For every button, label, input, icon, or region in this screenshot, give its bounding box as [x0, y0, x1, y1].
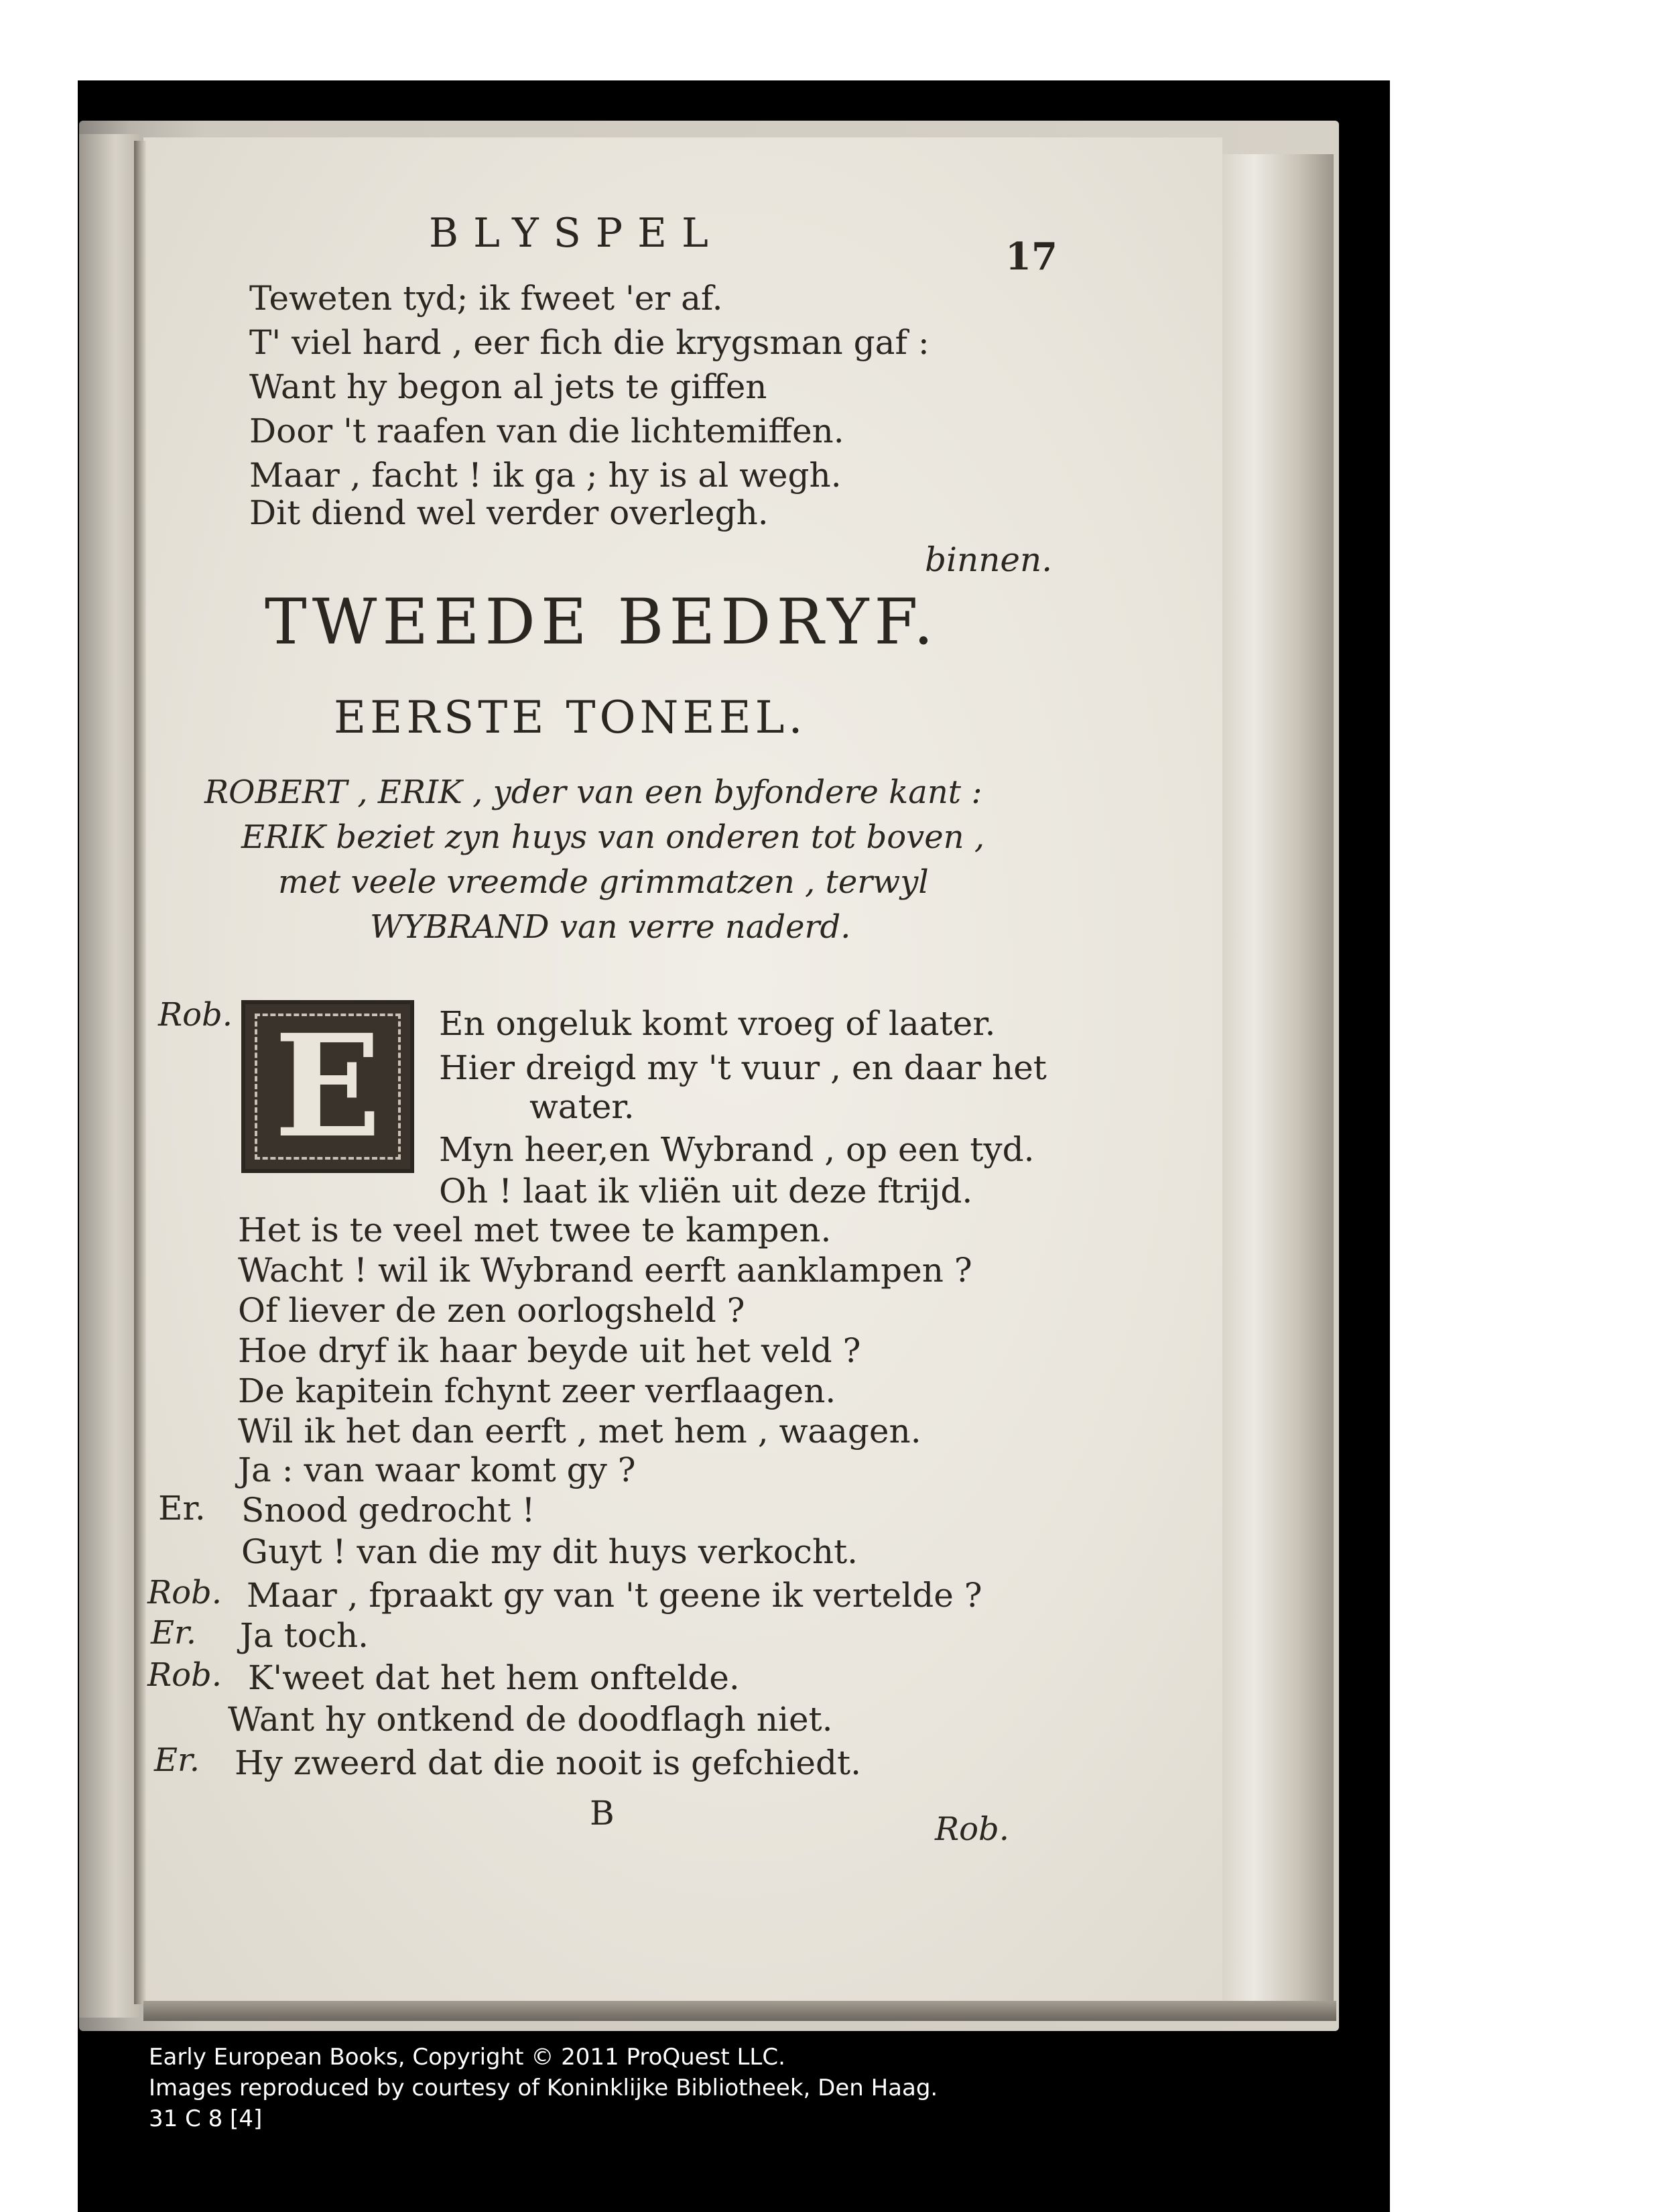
dialogue-line: Wil ik het dan eerft , met hem , waagen. — [238, 1412, 921, 1451]
dialogue-line: Oh ! laat ik vliën uit deze ftrijd. — [439, 1172, 973, 1211]
exit-direction: binnen. — [925, 540, 1053, 579]
verse-line: Door 't raafen van die lichtemiffen. — [249, 412, 844, 450]
dialogue-line: Hy zweerd dat die nooit is gefchiedt. — [235, 1743, 861, 1782]
bottom-board — [143, 2001, 1336, 2021]
speaker-label: Rob. — [158, 996, 233, 1034]
speaker-label: Er. — [158, 1489, 206, 1528]
verse-line: Maar , facht ! ik ga ; hy is al wegh. — [249, 456, 842, 495]
dialogue-line: Guyt ! van die my dit huys verkocht. — [241, 1532, 858, 1571]
dialogue-line: Snood gedrocht ! — [241, 1491, 535, 1530]
dialogue-line: Myn heer,en Wybrand , op een tyd. — [439, 1130, 1035, 1169]
copyright-line: Early European Books, Copyright © 2011 ProQuest LLC. — [149, 2044, 785, 2071]
running-title: BLYSPEL — [429, 210, 723, 257]
verse-line: Teweten tyd; ik fweet 'er af. — [249, 279, 723, 318]
stage-direction-line: met veele vreemde grimmatzen , terwyl — [278, 863, 929, 901]
speaker-label: Rob. — [147, 1656, 222, 1694]
speaker-label: Er. — [151, 1614, 196, 1652]
speaker-label: Rob. — [147, 1574, 222, 1611]
act-title: TWEEDE BEDRYF. — [265, 586, 939, 659]
left-page-edge — [79, 134, 139, 2018]
dialogue-line: Of liever de zen oorlogsheld ? — [238, 1291, 745, 1330]
dialogue-line: Want hy ontkend de doodflagh niet. — [228, 1700, 833, 1739]
scene-title: EERSTE TONEEL. — [334, 692, 807, 743]
dialogue-line: Wacht ! wil ik Wybrand eerft aanklampen ? — [238, 1251, 972, 1290]
dialogue-line: Ja toch. — [240, 1616, 369, 1655]
signature-mark: B — [590, 1794, 615, 1833]
dialogue-line: Hier dreigd my 't vuur , en daar het — [439, 1048, 1047, 1087]
verse-line: T' viel hard , eer fich die krygsman gaf : — [249, 323, 930, 362]
courtesy-line: Images reproduced by courtesy of Koninklijke Bibliotheek, Den Haag. — [149, 2075, 938, 2101]
shelfmark-line: 31 C 8 [4] — [149, 2105, 263, 2132]
dialogue-line: De kapitein fchynt zeer verflaagen. — [238, 1371, 836, 1410]
dialogue-line: K'weet dat het hem onftelde. — [248, 1658, 740, 1697]
dialogue-line: Het is te veel met twee te kampen. — [238, 1211, 832, 1249]
dialogue-line: Hoe dryf ik haar beyde uit het veld ? — [238, 1331, 861, 1370]
stage-direction-line: ERIK beziet zyn huys van onderen tot boven , — [241, 818, 985, 856]
verse-line: Want hy begon al jets te giffen — [249, 367, 767, 406]
stage-direction-line: ROBERT , ERIK , yder van een byfondere kant : — [204, 774, 982, 811]
verse-line: Dit diend wel verder overlegh. — [249, 493, 769, 532]
decorated-initial — [241, 1000, 414, 1173]
initial-letter: E — [273, 1003, 382, 1169]
fore-edge — [1220, 154, 1334, 2004]
gutter — [134, 141, 146, 2004]
page-number: 17 — [1005, 235, 1058, 279]
dialogue-line: En ongeluk komt vroeg of laater. — [439, 1004, 996, 1043]
dialogue-line: Ja : van waar komt gy ? — [238, 1451, 636, 1489]
catchword: Rob. — [935, 1810, 1010, 1848]
stage-direction-line: WYBRAND van verre naderd. — [370, 908, 851, 946]
dialogue-line: water. — [529, 1087, 635, 1126]
speaker-label: Er. — [154, 1741, 200, 1779]
dialogue-line: Maar , fpraakt gy van 't geene ik vertelde ? — [247, 1576, 982, 1615]
